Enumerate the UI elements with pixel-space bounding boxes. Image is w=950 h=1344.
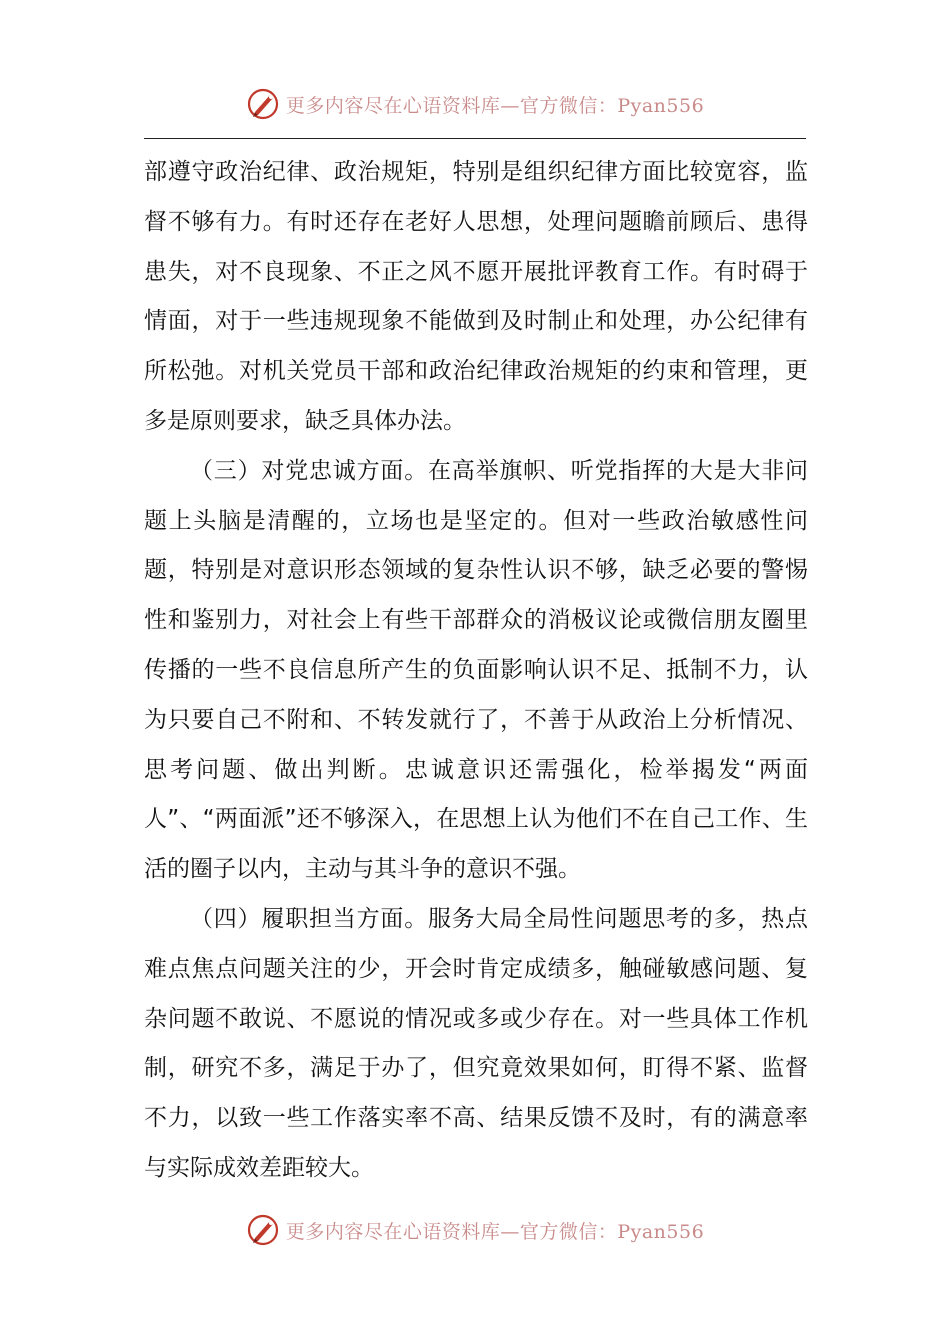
pen-logo-icon	[246, 1213, 280, 1247]
paragraph: 部遵守政治纪律、政治规矩，特别是组织纪律方面比较宽容，监督不够有力。有时还存在老好人思想，处理问题瞻前顾后、患得患失，对不良现象、不正之风不愿开展批评教育工作。有时碍于情面，对于一些违规现象不能做到及时制止和处理，办公纪律有所松弛。对机关党员干部和政治纪律政治规矩的约束和管理，更多是原则要求，缺乏具体办法。	[144, 159, 808, 434]
header-banner-text: 更多内容尽在心语资料库—官方微信：Pyan556	[285, 94, 705, 117]
pen-logo-icon	[246, 87, 280, 121]
footer-banner-text: 更多内容尽在心语资料库—官方微信：Pyan556	[285, 1220, 705, 1243]
header-divider	[144, 138, 806, 139]
paragraph: （四）履职担当方面。服务大局全局性问题思考的多，热点难点焦点问题关注的少，开会时肯定成绩多，触碰敏感问题、复杂问题不敢说、不愿说的情况或多或少存在。对一些具体工作机制，研究不多，满足于办了，但究竟效果如何，盯得不紧、监督不力，以致一些工作落实率不高、结果反馈不及时，有的满意率与实际成效差距较大。	[144, 905, 808, 1181]
document-body	[144, 148, 808, 1194]
header-banner	[0, 84, 950, 124]
paragraph: （三）对党忠诚方面。在高举旗帜、听党指挥的大是大非问题上头脑是清醒的，立场也是坚定的。但对一些政治敏感性问题，特别是对意识形态领域的复杂性认识不够，缺乏必要的警惕性和鉴别力，对社会上有些干部群众的消极议论或微信朋友圈里传播的一些不良信息所产生的负面影响认识不足、抵制不力，认为只要自己不附和、不转发就行了，不善于从政治上分析情况、思考问题、做出判断。忠诚意识还需强化，检举揭发“两面人”、“两面派”还不够深入，在思想上认为他们不在自己工作、生活的圈子以内，主动与其斗争的意识不强。	[144, 457, 808, 883]
footer-banner	[0, 1210, 950, 1250]
